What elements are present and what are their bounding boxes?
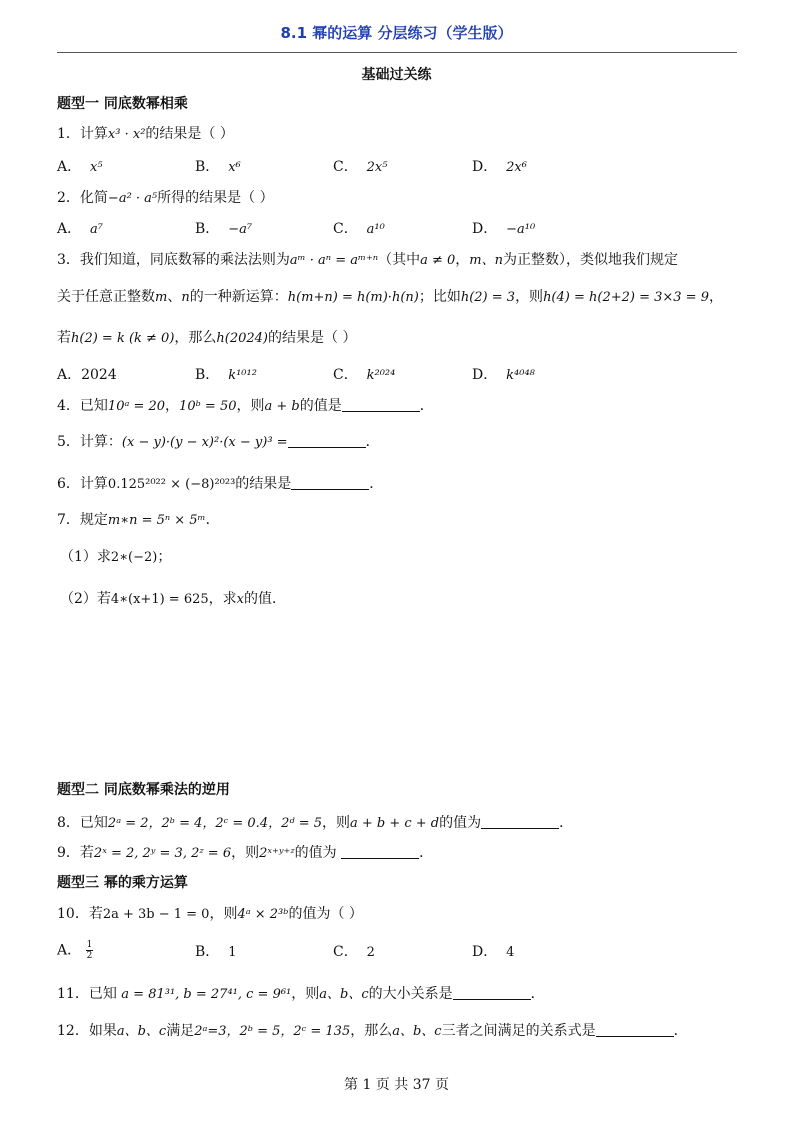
section-title: 基础过关练: [361, 67, 432, 83]
question-3-line-2: 关于任意正整数m、n的一种新运算：h(m+n) = h(m)·h(n)；比如h(2) = 3，则h(4) = h(2+2) = 3×3 = 9，: [57, 289, 723, 305]
q10-fraction: $\frac{1}{2}$: [86, 940, 93, 961]
q3-rule: aᵐ · aⁿ = aᵐ⁺ⁿ: [289, 253, 379, 268]
question-12: 12．如果a、b、c满足2ᵃ=3，2ᵇ = 5，2ᶜ = 135，那么a、b、c三者之间满足的关系式是 ．: [57, 1023, 688, 1039]
q1-option-c[interactable]: C． 2x⁵: [333, 159, 388, 175]
q3-option-c[interactable]: C． k²⁰²⁴: [333, 367, 396, 383]
question-7: 7．规定m∗n = 5ⁿ × 5ᵐ．: [57, 512, 220, 528]
question-7-part-2: （2）若4∗(x+1) = 625，求x的值．: [60, 591, 286, 607]
q1-option-b[interactable]: B． x⁶: [195, 159, 241, 175]
q1-option-a[interactable]: A． x⁵: [57, 159, 103, 175]
q5-answer-blank[interactable]: [288, 433, 366, 448]
question-2: 2．化简−a² · a⁵所得的结果是（ ）: [57, 190, 274, 206]
q1-text-b: 的结果是（ ）: [145, 126, 234, 142]
type-heading-2: 题型二 同底数幂乘法的逆用: [57, 782, 230, 798]
q1-expression: x³ · x²: [107, 127, 146, 142]
question-11: 11．已知 a = 81³¹, b = 27⁴¹, c = 9⁶¹，则a、b、c的大小关系是 ．: [57, 986, 545, 1002]
q3-option-d[interactable]: D． k⁴⁰⁴⁸: [472, 367, 535, 383]
q2-option-a[interactable]: A． a⁷: [57, 221, 103, 237]
q10-option-d[interactable]: D． 4: [472, 944, 515, 960]
question-4: 4．已知10ᵃ = 20，10ᵇ = 50，则a + b的值是 ．: [57, 398, 434, 414]
q6-answer-blank[interactable]: [291, 475, 369, 490]
question-10: 10．若2a + 3b − 1 = 0，则4ᵃ × 2³ᵇ的值为（ ）: [57, 906, 363, 922]
q2-expression: −a² · a⁵: [107, 191, 158, 206]
question-3-line-3: 若h(2) = k (k ≠ 0)，那么h(2024)的结果是（ ）: [57, 330, 357, 346]
q12-answer-blank[interactable]: [596, 1022, 674, 1037]
q3-option-b[interactable]: B． k¹⁰¹²: [195, 367, 257, 383]
q2-option-d[interactable]: D． −a¹⁰: [472, 221, 536, 237]
q2-option-b[interactable]: B． −a⁷: [195, 221, 253, 237]
q11-answer-blank[interactable]: [453, 985, 531, 1000]
q3-option-a[interactable]: A．2024: [57, 367, 117, 383]
header-divider: [57, 52, 737, 53]
q9-answer-blank[interactable]: [341, 844, 419, 859]
q4-answer-blank[interactable]: [342, 397, 420, 412]
q1-text-a: 计算: [79, 126, 108, 142]
q2-option-c[interactable]: C． a¹⁰: [333, 221, 385, 237]
question-7-part-1: （1）求2∗(−2)；: [60, 549, 172, 565]
q6-expression: 0.125²⁰²² × (−8)²⁰²³: [107, 477, 236, 492]
type-heading-1: 题型一 同底数幂相乘: [57, 96, 188, 112]
q8-answer-blank[interactable]: [481, 814, 559, 829]
type-heading-3: 题型三 幂的乘方运算: [57, 875, 188, 891]
question-6: 6．计算0.125²⁰²² × (−8)²⁰²³的结果是 ．: [57, 476, 384, 492]
q10-option-b[interactable]: B． 1: [195, 944, 237, 960]
question-3-line-1: 3．我们知道，同底数幂的乘法法则为aᵐ · aⁿ = aᵐ⁺ⁿ（其中a ≠ 0，m、n为正整数），类似地我们规定: [57, 252, 678, 268]
question-8: 8．已知2ᵃ = 2，2ᵇ = 4，2ᶜ = 0.4，2ᵈ = 5，则a + b + c + d的值为 ．: [57, 815, 574, 831]
q1-option-d[interactable]: D． 2x⁶: [472, 159, 527, 175]
q5-expression: (x − y)·(y − x)²·(x − y)³ =: [121, 435, 288, 450]
q10-option-c[interactable]: C． 2: [333, 944, 375, 960]
question-5: 5．计算：(x − y)·(y − x)²·(x − y)³ = ．: [57, 434, 380, 450]
q3-definition: h(m+n) = h(m)·h(n): [287, 290, 419, 305]
q10-option-a[interactable]: A． $\frac{1}{2}$: [57, 940, 93, 961]
document-title: 8.1 幂的运算 分层练习（学生版）: [280, 24, 513, 42]
page-footer: 第 1 页 共 37 页: [344, 1077, 449, 1093]
question-1: [57, 124, 234, 145]
question-9: 9．若2ˣ = 2, 2ʸ = 3, 2ᶻ = 6，则2ˣ⁺ʸ⁺ᶻ的值为 ．: [57, 845, 434, 861]
q1-number: 1．: [57, 126, 80, 142]
